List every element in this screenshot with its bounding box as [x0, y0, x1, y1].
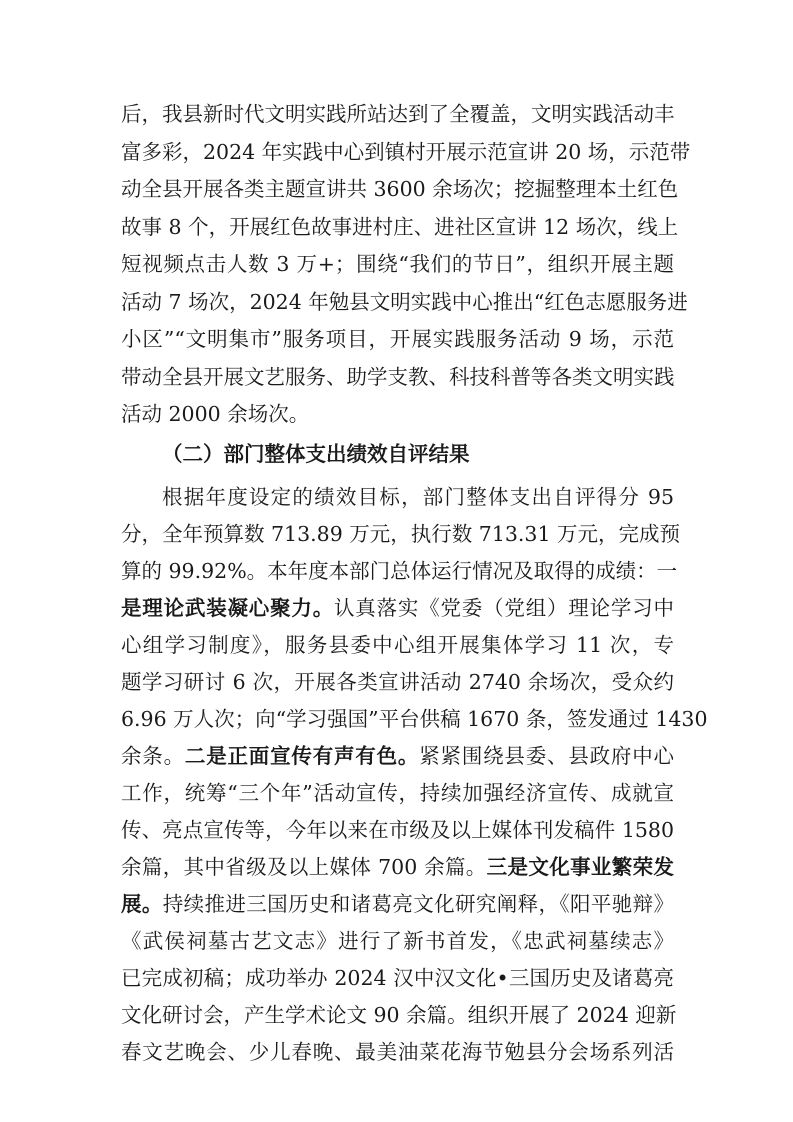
paragraph2-line: 6.96 万人次；向“学习强国”平台供稿 1670 条，签发通过 1430 — [121, 707, 708, 731]
section-heading: （二）部门整体支出绩效自评结果 — [162, 442, 470, 466]
paragraph2-line: 春文艺晚会、少儿春晚、最美油菜花海节勉县分会场系列活 — [121, 1040, 674, 1064]
paragraph1-line: 带动全县开展文艺服务、助学支教、科技科普等各类文明实践 — [121, 364, 675, 389]
paragraph1-line: 小区”“文明集市”服务项目，开展实践服务活动 9 场，示范 — [121, 327, 674, 351]
paragraph2-line: 题学习研讨 6 次，开展各类宣讲活动 2740 余场次，受众约 — [121, 670, 674, 694]
paragraph2-line: 文化研讨会，产生学术论文 90 余篇。组织开展了 2024 迎新 — [121, 1003, 677, 1027]
paragraph2-line: 余条。二是正面宣传有声有色。紧紧围绕县委、县政府中心 — [121, 744, 675, 768]
paragraph2-line: 工作，统筹“三个年”活动宣传，持续加强经济宣传、成就宣 — [121, 781, 674, 805]
paragraph2-line: 分，全年预算数 713.89 万元，执行数 713.31 万元，完成预 — [121, 522, 681, 546]
paragraph2-line: 《武侯祠墓古艺文志》进行了新书首发，《忠武祠墓续志》 — [121, 929, 674, 953]
paragraph1-line: 动全县开展各类主题宣讲共 3600 余场次；挖掘整理本土红色 — [121, 177, 679, 201]
highlight-three: 三是文化事业繁荣发 — [486, 855, 674, 879]
paragraph2-line: 展。持续推进三国历史和诸葛亮文化研究阐释，《阳平驰辩》 — [121, 892, 674, 916]
paragraph1-line: 故事 8 个，开展红色故事进村庄、进社区宣讲 12 场次，线上 — [121, 214, 679, 239]
highlight-three-end: 展。 — [121, 892, 163, 916]
highlight-two: 二是正面宣传有声有色。 — [184, 744, 420, 768]
paragraph2-line: 余篇，其中省级及以上媒体 700 余篇。三是文化事业繁荣发 — [121, 855, 674, 879]
paragraph2-line: 算的 99.92%。本年度本部门总体运行情况及取得的成绩：一 — [121, 559, 678, 583]
paragraph2-line: 心组学习制度》，服务县委中心组开展集体学习 11 次，专 — [121, 633, 674, 657]
paragraph1-last-line: 活动 2000 余场次。 — [121, 402, 310, 426]
paragraph1-line: 活动 7 场次，2024 年勉县文明实践中心推出“红色志愿服务进 — [121, 289, 688, 314]
paragraph2-line: 传、亮点宣传等，今年以来在市级及以上媒体刊发稿件 1580 — [121, 818, 674, 842]
highlight-one: 是理论武装凝心聚力。 — [121, 596, 334, 620]
paragraph1-line: 短视频点击人数 3 万+；围绕“我们的节日”，组织开展主题 — [121, 252, 674, 276]
paragraph1-line: 后，我县新时代文明实践所站达到了全覆盖，文明实践活动丰 — [121, 102, 675, 126]
paragraph2-line: 是理论武装凝心聚力。认真落实《党委（党组）理论学习中 — [121, 596, 674, 620]
paragraph2-line: 已完成初稿；成功举办 2024 汉中汉文化•三国历史及诸葛亮 — [121, 966, 674, 990]
paragraph1-line: 富多彩，2024 年实践中心到镇村开展示范宣讲 20 场，示范带 — [121, 139, 691, 164]
paragraph2-line: 根据年度设定的绩效目标，部门整体支出自评得分 95 — [162, 485, 674, 509]
